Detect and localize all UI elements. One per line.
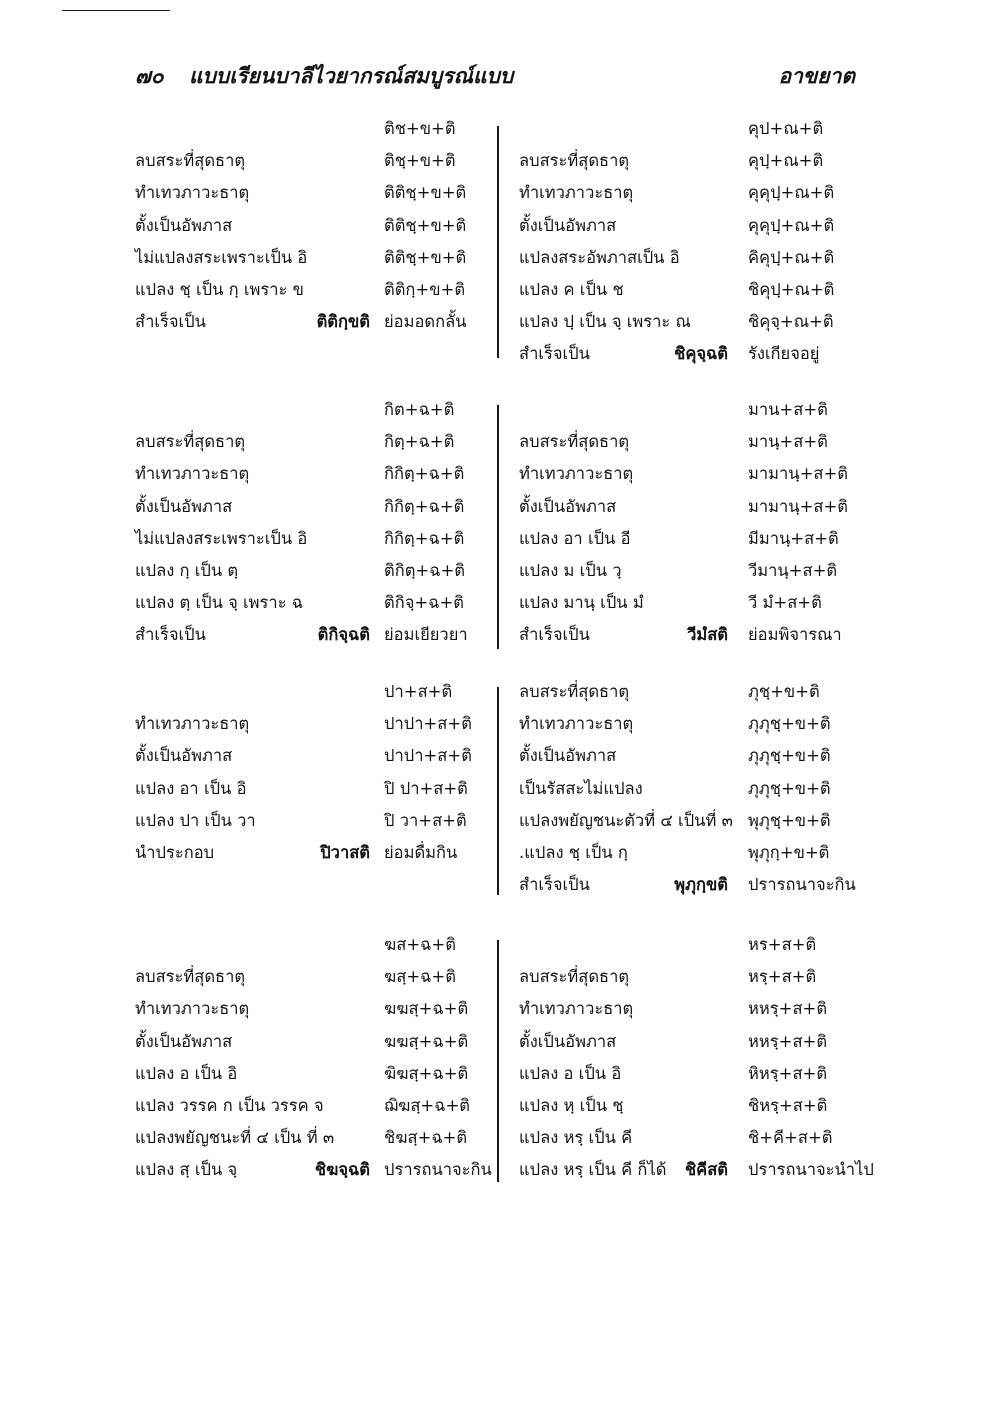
derivation-form: มานฺ+ส+ติ [748,432,828,452]
derivation-step: ลบสระที่สุดธาตุ [135,967,246,987]
derivation-row [0,806,1000,836]
derivation-form: ติติชฺ+ข+ติ [384,247,467,267]
derivation-row [0,178,1000,208]
derivation-form: หร+ส+ติ [748,935,817,954]
derivation-form: ภุภุชฺ+ข+ติ [748,778,831,798]
derivation-form: พุภุชฺ+ข+ติ [748,810,831,830]
derivation-form: มามานฺ+ส+ติ [748,464,848,484]
derivation-step: แปลง ปฺ เป็น จฺ เพราะ ณ [519,312,691,332]
derivation-row [0,741,1000,771]
derivation-step: .แปลง ชฺ เป็น กฺ [519,843,628,862]
derivation-form: ปาปา+ส+ติ [384,714,472,734]
derivation-form: มาน+ส+ติ [748,400,828,419]
derivation-form: ปรารถนาจะนำไป [748,1160,874,1180]
derivation-form: ย่อมเยียวยา [384,625,468,645]
derivation-step: สำเร็จเป็น [519,875,590,895]
derivation-form: รังเกียจอยู่ [748,344,820,364]
derivation-form: หหรฺ+ส+ติ [748,1031,828,1051]
derivation-step: ตั้งเป็นอัพภาส [519,746,617,766]
derivation-row [0,395,1000,425]
derivation-step: แปลงพยัญชนะตัวที่ ๔ เป็นที่ ๓ [519,810,733,830]
derivation-step: แปลง อา เป็น อิ [135,778,247,798]
column-divider [497,940,499,1182]
derived-verb: ชิฆจฺฉติ [314,1160,370,1180]
derivation-form: ย่อมพิจารณา [748,625,842,645]
top-edge-rule [62,10,170,11]
derivation-form: ฆฆสฺ+ฉ+ติ [384,1031,469,1051]
derivation-row [0,275,1000,305]
derivation-step: แปลง มานฺ เป็น มํ [519,593,644,613]
derivation-form: คุปฺ+ณ+ติ [748,151,824,171]
derivation-form: ปา+ส+ติ [384,682,453,701]
derivation-form: คุคุปฺ+ณ+ติ [748,215,835,235]
derivation-step: ทำเทวภาวะธาตุ [135,183,250,203]
derivation-form: ติกิตฺ+ฉ+ติ [384,561,466,580]
derivation-row [0,492,1000,522]
derivation-row [0,1123,1000,1153]
derivation-step: ตั้งเป็นอัพภาส [135,215,233,235]
derivation-step: แปลง ชฺ เป็น กฺ เพราะ ข [135,280,304,299]
derivation-form: ปาปา+ส+ติ [384,746,472,766]
derivation-form: กิตฺ+ฉ+ติ [384,432,455,452]
derivation-form: ย่อมดื่มกิน [384,843,458,862]
derivation-form: กิกิตฺ+ฉ+ติ [384,528,465,548]
derivation-form: คุคุปฺ+ณ+ติ [748,183,835,203]
derivation-step: แปลง ม เป็น วฺ [519,561,622,580]
derivation-step: ตั้งเป็นอัพภาส [135,1031,233,1051]
derivation-form: ภุภุชฺ+ข+ติ [748,746,831,766]
derivation-form: ชิฆสฺ+ฉ+ติ [384,1128,468,1148]
derived-verb: พุภุกฺขติ [674,875,728,895]
derived-verb: ชิคุจฺฉติ [674,344,728,364]
derivation-form: ชิคุจฺ+ณ+ติ [748,312,834,332]
derivation-form: ชิหรฺ+ส+ติ [748,1096,828,1115]
derivation-step: แปลง สฺ เป็น จฺ [135,1160,238,1180]
derivation-step: แปลง ตฺ เป็น จฺ เพราะ ฉ [135,593,304,613]
derivation-form: ชิ+คี+ส+ติ [748,1128,833,1148]
derivation-step: ทำเทวภาวะธาตุ [519,464,634,484]
derivation-form: ปิ วา+ส+ติ [384,810,467,830]
derivation-row [0,1059,1000,1089]
derivation-step: แปลง กฺ เป็น ตฺ [135,561,239,580]
derivation-step: นำประกอบ [135,843,215,862]
derivation-step: แปลง หฺ เป็น ชฺ [519,1096,624,1115]
derivation-form: ติติกฺ+ข+ติ [384,280,466,299]
derivation-step: แปลง วรรค ก เป็น วรรค จ [135,1096,324,1115]
derivation-form: ฆฆสฺ+ฉ+ติ [384,999,469,1019]
derivation-row [0,1027,1000,1057]
derivation-row [0,307,1000,337]
derivation-step: สำเร็จเป็น [135,625,206,645]
derivation-step: ทำเทวภาวะธาตุ [519,999,634,1019]
derivation-row [0,114,1000,144]
derivation-step: ตั้งเป็นอัพภาส [519,1031,617,1051]
book-title: แบบเรียนบาลีไวยากรณ์สมบูรณ์แบบ [189,64,514,88]
derivation-form: คุป+ณ+ติ [748,119,824,138]
derivation-form: กิกิตฺ+ฉ+ติ [384,464,465,484]
derivation-row [0,524,1000,554]
derivation-form: วี มํ+ส+ติ [748,593,822,613]
derivation-step: ลบสระที่สุดธาตุ [519,151,630,171]
derivation-step: สำเร็จเป็น [519,625,590,645]
derivation-step: ตั้งเป็นอัพภาส [135,746,233,766]
derived-verb: วีมํสติ [687,625,728,645]
derived-verb: ติติกฺขติ [316,312,370,332]
derivation-form: หหรฺ+ส+ติ [748,999,828,1019]
derivation-row [0,243,1000,273]
derivation-form: ฆสฺ+ฉ+ติ [384,967,456,987]
derivation-form: ฌิฆสฺ+ฉ+ติ [384,1096,471,1115]
derivation-form: กิกิตฺ+ฉ+ติ [384,496,465,516]
derivation-step: สำเร็จเป็น [135,312,206,332]
derivation-step: ตั้งเป็นอัพภาส [519,496,617,516]
derivation-step: แปลงสระอัพภาสเป็น อิ [519,247,680,267]
derivation-form: พุภุกฺ+ข+ติ [748,843,830,862]
page-number: ๗๐ [135,64,164,88]
derivation-form: ติชฺ+ข+ติ [384,151,456,171]
derivation-step: ทำเทวภาวะธาตุ [519,714,634,734]
derivation-form: วีมานฺ+ส+ติ [748,561,838,580]
derivation-row [0,211,1000,241]
derivation-form: หรฺ+ส+ติ [748,967,817,987]
derivation-step: แปลง อ เป็น อิ [519,1063,622,1083]
derivation-row [0,1155,1000,1185]
derivation-step: ทำเทวภาวะธาตุ [519,183,634,203]
derivation-form: ภุชฺ+ข+ติ [748,682,820,701]
derivation-form: ติช+ข+ติ [384,119,456,138]
derivation-form: หิหรฺ+ส+ติ [748,1063,828,1083]
derivation-row [0,962,1000,992]
derivation-row [0,838,1000,868]
derivation-step: ทำเทวภาวะธาตุ [135,714,250,734]
derivation-form: ย่อมอดกลั้น [384,312,467,332]
derivation-form: ปิ ปา+ส+ติ [384,778,468,798]
derivation-form: มีมานฺ+ส+ติ [748,528,839,548]
derivation-form: ติกิจฺ+ฉ+ติ [384,593,464,613]
derivation-row [0,870,1000,900]
derivation-row [0,620,1000,650]
derivation-row [0,709,1000,739]
derivation-step: ไม่แปลงสระเพราะเป็น อิ [135,528,308,548]
derived-verb: ชิคีสติ [684,1160,728,1180]
derivation-row [0,146,1000,176]
derivation-step: ลบสระที่สุดธาตุ [135,432,246,452]
derivation-row [0,774,1000,804]
derivation-row [0,427,1000,457]
derivation-row [0,677,1000,707]
derivation-step: แปลง ค เป็น ช [519,280,624,299]
section-title: อาขยาต [778,64,855,88]
derivation-form: คิคุปฺ+ณ+ติ [748,247,835,267]
derivation-form: ชิคุปฺ+ณ+ติ [748,280,835,299]
derivation-row [0,556,1000,586]
derivation-form: มามานฺ+ส+ติ [748,496,848,516]
derivation-row [0,1091,1000,1121]
derivation-step: แปลง อ เป็น อิ [135,1063,238,1083]
column-divider [497,687,499,895]
derived-verb: ติกิจฺฉติ [317,625,370,645]
derivation-step: สำเร็จเป็น [519,344,590,364]
derivation-step: ทำเทวภาวะธาตุ [135,999,250,1019]
page-header [135,60,855,90]
derivation-step: แปลง อา เป็น อี [519,528,631,548]
derivation-form: ภุภุชฺ+ข+ติ [748,714,831,734]
derivation-row [0,588,1000,618]
column-divider [497,405,499,649]
derivation-row [0,994,1000,1024]
derivation-step: แปลง หรฺ เป็น คี ก็ได้ [519,1160,667,1180]
derivation-step: ลบสระที่สุดธาตุ [519,682,630,701]
derivation-form: ปรารถนาจะกิน [748,875,856,895]
derivation-step: เป็นรัสสะไม่แปลง [519,778,643,798]
derivation-step: แปลง หรฺ เป็น คี [519,1128,633,1148]
derivation-form: ฆิฆสฺ+ฉ+ติ [384,1063,469,1083]
derivation-form: ปรารถนาจะกิน [384,1160,492,1180]
derivation-step: ไม่แปลงสระเพราะเป็น อิ [135,247,308,267]
derivation-form: ฆส+ฉ+ติ [384,935,456,954]
derived-verb: ปิวาสติ [320,843,370,862]
derivation-step: ลบสระที่สุดธาตุ [519,432,630,452]
derivation-form: ติติชฺ+ข+ติ [384,215,467,235]
derivation-step: ลบสระที่สุดธาตุ [519,967,630,987]
derivation-step: ลบสระที่สุดธาตุ [135,151,246,171]
derivation-row [0,459,1000,489]
derivation-step: แปลงพยัญชนะที่ ๔ เป็น ที่ ๓ [135,1128,335,1148]
column-divider [497,126,499,358]
derivation-form: กิต+ฉ+ติ [384,400,455,419]
derivation-row [0,930,1000,960]
derivation-step: ตั้งเป็นอัพภาส [135,496,233,516]
derivation-row [0,339,1000,369]
derivation-form: ติติชฺ+ข+ติ [384,183,467,203]
derivation-step: ทำเทวภาวะธาตุ [135,464,250,484]
derivation-step: ตั้งเป็นอัพภาส [519,215,617,235]
derivation-step: แปลง ปา เป็น วา [135,810,256,830]
